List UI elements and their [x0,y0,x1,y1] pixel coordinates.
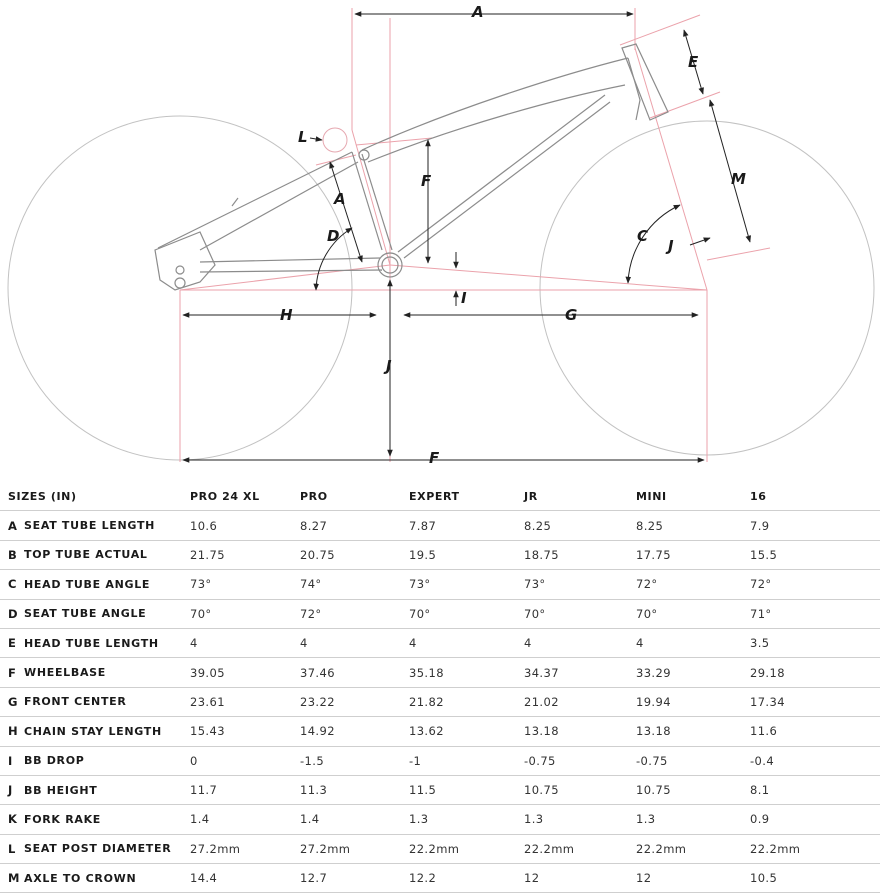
table-cell: 13.18 [636,717,750,746]
row-parameter-name: CHAIN STAY LENGTH [24,717,190,746]
table-cell: 73° [524,570,636,599]
table-cell: 4 [636,628,750,657]
row-parameter-name: BB HEIGHT [24,775,190,804]
geometry-table-container [0,482,880,893]
table-cell: 20.75 [300,540,409,569]
table-cell: 13.18 [524,717,636,746]
row-letter: H [0,717,24,746]
dim-label-d: D [327,227,340,245]
table-cell: 8.25 [524,511,636,540]
table-cell: 1.4 [300,805,409,834]
size-column-header: 16 [750,482,880,511]
dim-label-f-vertical: F [421,172,432,190]
table-cell: 37.46 [300,658,409,687]
table-cell: 27.2mm [190,834,300,863]
table-row [0,775,880,804]
table-cell: 15.43 [190,717,300,746]
table-cell: 27.2mm [300,834,409,863]
table-cell: 0 [190,746,300,775]
table-cell: 11.6 [750,717,880,746]
table-cell: 4 [409,628,524,657]
table-cell: 70° [190,599,300,628]
dim-label-g: G [565,306,578,324]
table-cell: 17.34 [750,687,880,716]
size-column-header: PRO 24 XL [190,482,300,511]
row-parameter-name: AXLE TO CROWN [24,864,190,893]
table-cell: 21.75 [190,540,300,569]
row-parameter-name: TOP TUBE ACTUAL [24,540,190,569]
table-cell: 21.02 [524,687,636,716]
row-parameter-name: WHEELBASE [24,658,190,687]
table-cell: 18.75 [524,540,636,569]
table-cell: -0.4 [750,746,880,775]
table-cell: 23.22 [300,687,409,716]
dim-label-e: E [688,53,699,71]
table-row [0,864,880,893]
table-cell: 72° [636,570,750,599]
table-row [0,834,880,863]
table-cell: 11.7 [190,775,300,804]
table-cell: 4 [190,628,300,657]
bike-frame [155,44,668,290]
dim-label-h: H [280,306,293,324]
table-row [0,746,880,775]
table-cell: 12.2 [409,864,524,893]
row-parameter-name: BB DROP [24,746,190,775]
table-cell: 10.6 [190,511,300,540]
table-cell: 4 [300,628,409,657]
row-parameter-name: HEAD TUBE ANGLE [24,570,190,599]
reference-lines [180,8,770,462]
table-cell: 1.3 [636,805,750,834]
table-row [0,599,880,628]
table-cell: 12 [636,864,750,893]
table-cell: 11.5 [409,775,524,804]
table-cell: 70° [524,599,636,628]
size-column-header: JR [524,482,636,511]
row-letter: L [0,834,24,863]
table-row [0,658,880,687]
row-letter: M [0,864,24,893]
table-cell: -1 [409,746,524,775]
row-letter: B [0,540,24,569]
table-row [0,570,880,599]
sizes-header: SIZES (IN) [0,482,190,511]
table-cell: 0.9 [750,805,880,834]
table-cell: 71° [750,599,880,628]
row-letter: G [0,687,24,716]
table-cell: 22.2mm [636,834,750,863]
table-cell: 13.62 [409,717,524,746]
table-cell: 12 [524,864,636,893]
row-letter: F [0,658,24,687]
table-row [0,628,880,657]
dim-label-m: M [731,170,746,188]
table-cell: 3.5 [750,628,880,657]
table-cell: 12.7 [300,864,409,893]
table-cell: 74° [300,570,409,599]
dimension-lines [183,14,750,460]
row-parameter-name: FORK RAKE [24,805,190,834]
table-cell: -1.5 [300,746,409,775]
table-cell: 1.3 [524,805,636,834]
table-cell: 21.82 [409,687,524,716]
table-cell: 72° [300,599,409,628]
table-cell: 11.3 [300,775,409,804]
table-cell: 4 [524,628,636,657]
row-parameter-name: SEAT TUBE LENGTH [24,511,190,540]
table-cell: 10.75 [636,775,750,804]
geometry-table [0,482,880,893]
table-cell: 33.29 [636,658,750,687]
table-cell: 34.37 [524,658,636,687]
table-cell: 73° [409,570,524,599]
table-cell: 70° [636,599,750,628]
table-cell: 29.18 [750,658,880,687]
size-column-header: EXPERT [409,482,524,511]
row-letter: K [0,805,24,834]
table-cell: 14.4 [190,864,300,893]
table-cell: 19.5 [409,540,524,569]
row-letter: I [0,746,24,775]
dim-label-f-bottom: F [429,449,440,467]
table-cell: 22.2mm [524,834,636,863]
table-cell: 7.9 [750,511,880,540]
dim-label-c: C [637,227,649,245]
table-cell: 15.5 [750,540,880,569]
dim-label-j-vertical: J [386,357,392,375]
table-row [0,687,880,716]
table-row [0,805,880,834]
row-parameter-name: FRONT CENTER [24,687,190,716]
table-cell: 19.94 [636,687,750,716]
row-parameter-name: SEAT TUBE ANGLE [24,599,190,628]
size-column-header: PRO [300,482,409,511]
table-cell: 8.27 [300,511,409,540]
table-cell: 14.92 [300,717,409,746]
size-column-header: MINI [636,482,750,511]
row-letter: J [0,775,24,804]
table-cell: 22.2mm [409,834,524,863]
row-parameter-name: SEAT POST DIAMETER [24,834,190,863]
dim-label-j-fork: J [668,237,674,255]
dim-label-a-seat: A [334,190,346,208]
table-cell: 17.75 [636,540,750,569]
row-letter: E [0,628,24,657]
row-letter: C [0,570,24,599]
row-letter: D [0,599,24,628]
table-row [0,717,880,746]
dim-label-i: I [461,289,467,307]
table-cell: 22.2mm [750,834,880,863]
table-cell: 39.05 [190,658,300,687]
table-cell: 7.87 [409,511,524,540]
table-row [0,540,880,569]
table-cell: -0.75 [636,746,750,775]
table-cell: 8.25 [636,511,750,540]
row-letter: A [0,511,24,540]
table-cell: -0.75 [524,746,636,775]
table-cell: 1.3 [409,805,524,834]
dim-label-l: L [298,128,308,146]
dim-label-a-top: A [472,3,484,21]
table-cell: 8.1 [750,775,880,804]
row-parameter-name: HEAD TUBE LENGTH [24,628,190,657]
table-cell: 35.18 [409,658,524,687]
table-cell: 10.5 [750,864,880,893]
table-cell: 23.61 [190,687,300,716]
table-cell: 1.4 [190,805,300,834]
table-cell: 72° [750,570,880,599]
table-cell: 10.75 [524,775,636,804]
table-cell: 70° [409,599,524,628]
table-header-row [0,482,880,511]
table-cell: 73° [190,570,300,599]
table-row [0,511,880,540]
seat-post-circle [323,128,347,152]
